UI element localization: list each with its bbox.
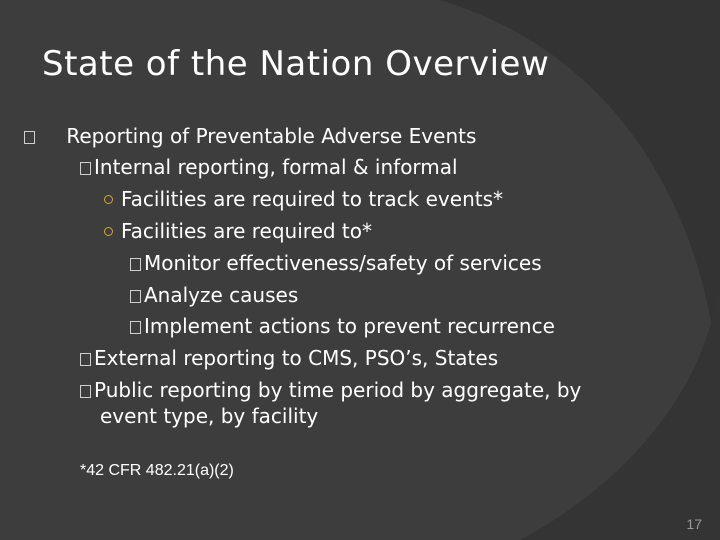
- square-bullet-icon: [130, 258, 141, 271]
- bullet-text: Internal reporting, formal & informal: [94, 155, 458, 179]
- bullet-line-1: [24, 124, 476, 148]
- bullet-line-6: [130, 283, 298, 307]
- bullet-text: Monitor effectiveness/safety of services: [144, 251, 542, 275]
- bullet-text: Public reporting by time period by aggregate, by: [94, 378, 582, 402]
- square-bullet-icon: [24, 131, 35, 144]
- circle-bullet-icon: [104, 195, 113, 204]
- bullet-text: event type, by facility: [100, 404, 319, 428]
- bullet-text: Analyze causes: [144, 283, 299, 307]
- square-bullet-icon: [80, 162, 91, 175]
- bullet-text: Implement actions to prevent recurrence: [144, 314, 555, 338]
- bullet-line-4: [104, 219, 372, 243]
- bullet-line-7: [130, 314, 555, 338]
- bullet-line-3: [104, 187, 503, 211]
- bullet-line-5: [130, 251, 542, 275]
- circle-bullet-icon: [104, 227, 113, 236]
- square-bullet-icon: [130, 321, 141, 334]
- bullet-text: External reporting to CMS, PSO’s, States: [94, 346, 499, 370]
- bullet-line-2: [80, 155, 458, 179]
- bullet-line-10: [100, 404, 318, 428]
- square-bullet-icon: [130, 290, 141, 303]
- slide-title: State of the Nation Overview: [42, 44, 550, 84]
- page-number: 17: [686, 516, 702, 532]
- square-bullet-icon: [80, 385, 91, 398]
- bullet-text: Facilities are required to track events*: [121, 187, 504, 211]
- square-bullet-icon: [80, 353, 91, 366]
- bullet-line-8: [80, 346, 498, 370]
- bullet-text: Reporting of Preventable Adverse Events: [66, 124, 477, 148]
- bullet-line-9: [80, 378, 581, 402]
- footnote: *42 CFR 482.21(a)(2): [80, 462, 234, 479]
- bullet-text: Facilities are required to*: [121, 219, 373, 243]
